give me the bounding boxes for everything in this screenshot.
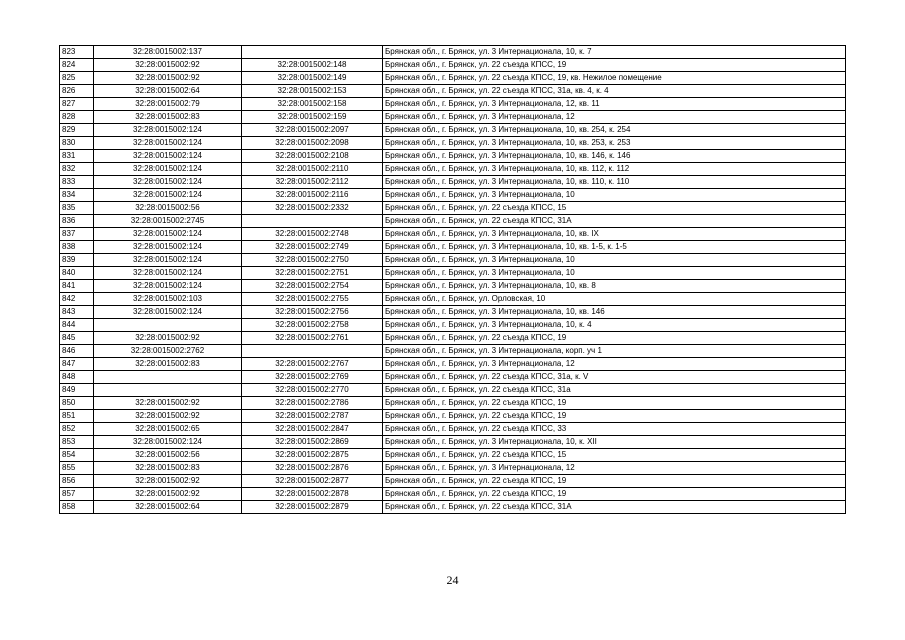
cadastral-number-object: 32:28:0015002:2875 xyxy=(242,449,383,462)
row-number: 827 xyxy=(60,98,94,111)
address: Брянская обл., г. Брянск, ул. 22 съезда КПСС, 19 xyxy=(383,475,846,488)
row-number: 830 xyxy=(60,137,94,150)
row-number: 835 xyxy=(60,202,94,215)
cadastral-number-parcel: 32:28:0015002:124 xyxy=(94,280,242,293)
table-row xyxy=(60,202,846,215)
cadastral-number-object: 32:28:0015002:2767 xyxy=(242,358,383,371)
table-row xyxy=(60,449,846,462)
address: Брянская обл., г. Брянск, ул. 22 съезда КПСС, 19 xyxy=(383,59,846,72)
table-row xyxy=(60,267,846,280)
table-row xyxy=(60,345,846,358)
cadastral-number-parcel xyxy=(94,319,242,332)
address: Брянская обл., г. Брянск, ул. Орловская, 10 xyxy=(383,293,846,306)
table-row xyxy=(60,332,846,345)
cadastral-number-parcel: 32:28:0015002:83 xyxy=(94,111,242,124)
row-number: 823 xyxy=(60,46,94,59)
cadastral-number-parcel: 32:28:0015002:124 xyxy=(94,254,242,267)
address: Брянская обл., г. Брянск, ул. 3 Интернационала, 12 xyxy=(383,358,846,371)
cadastral-number-parcel: 32:28:0015002:124 xyxy=(94,241,242,254)
cadastral-number-parcel: 32:28:0015002:65 xyxy=(94,423,242,436)
address: Брянская обл., г. Брянск, ул. 22 съезда КПСС, 31а xyxy=(383,384,846,397)
address: Брянская обл., г. Брянск, ул. 3 Интернационала, 10 xyxy=(383,254,846,267)
cadastral-number-parcel: 32:28:0015002:2745 xyxy=(94,215,242,228)
cadastral-number-parcel: 32:28:0015002:83 xyxy=(94,462,242,475)
cadastral-number-object: 32:28:0015002:2756 xyxy=(242,306,383,319)
address: Брянская обл., г. Брянск, ул. 3 Интернационала, 10, кв. 253, к. 253 xyxy=(383,137,846,150)
table-row xyxy=(60,228,846,241)
table-row xyxy=(60,241,846,254)
address: Брянская обл., г. Брянск, ул. 3 Интернационала, 10, к. XII xyxy=(383,436,846,449)
row-number: 855 xyxy=(60,462,94,475)
table-row xyxy=(60,215,846,228)
cadastral-number-parcel: 32:28:0015002:2762 xyxy=(94,345,242,358)
cadastral-number-object: 32:28:0015002:158 xyxy=(242,98,383,111)
address: Брянская обл., г. Брянск, ул. 3 Интернационала, 10 xyxy=(383,267,846,280)
cadastral-number-object xyxy=(242,215,383,228)
cadastral-number-object: 32:28:0015002:2787 xyxy=(242,410,383,423)
page-number: 24 xyxy=(446,573,459,587)
cadastral-number-parcel: 32:28:0015002:92 xyxy=(94,475,242,488)
address: Брянская обл., г. Брянск, ул. 22 съезда КПСС, 15 xyxy=(383,449,846,462)
cadastral-number-object: 32:28:0015002:2878 xyxy=(242,488,383,501)
address: Брянская обл., г. Брянск, ул. 3 Интернационала, 10 xyxy=(383,189,846,202)
cadastral-number-object: 32:28:0015002:153 xyxy=(242,85,383,98)
cadastral-number-object: 32:28:0015002:2110 xyxy=(242,163,383,176)
row-number: 836 xyxy=(60,215,94,228)
cadastral-number-parcel: 32:28:0015002:124 xyxy=(94,163,242,176)
address: Брянская обл., г. Брянск, ул. 22 съезда КПСС, 19, кв. Нежилое помещение xyxy=(383,72,846,85)
table-row xyxy=(60,72,846,85)
row-number: 839 xyxy=(60,254,94,267)
row-number: 842 xyxy=(60,293,94,306)
row-number: 826 xyxy=(60,85,94,98)
table-row xyxy=(60,293,846,306)
cadastral-number-object: 32:28:0015002:2770 xyxy=(242,384,383,397)
address: Брянская обл., г. Брянск, ул. 22 съезда КПСС, 31А xyxy=(383,501,846,514)
cadastral-number-parcel: 32:28:0015002:124 xyxy=(94,189,242,202)
table-row xyxy=(60,436,846,449)
cadastral-number-object: 32:28:0015002:148 xyxy=(242,59,383,72)
row-number: 832 xyxy=(60,163,94,176)
table-row xyxy=(60,280,846,293)
table-row xyxy=(60,358,846,371)
row-number: 824 xyxy=(60,59,94,72)
cadastral-number-parcel: 32:28:0015002:92 xyxy=(94,332,242,345)
row-number: 853 xyxy=(60,436,94,449)
table-row xyxy=(60,176,846,189)
cadastral-number-object xyxy=(242,345,383,358)
cadastral-number-parcel: 32:28:0015002:124 xyxy=(94,137,242,150)
table-row xyxy=(60,501,846,514)
cadastral-number-object: 32:28:0015002:2751 xyxy=(242,267,383,280)
cadastral-number-object: 32:28:0015002:2750 xyxy=(242,254,383,267)
row-number: 829 xyxy=(60,124,94,137)
address: Брянская обл., г. Брянск, ул. 22 съезда КПСС, 19 xyxy=(383,410,846,423)
address: Брянская обл., г. Брянск, ул. 3 Интернационала, 12 xyxy=(383,462,846,475)
table-row xyxy=(60,462,846,475)
row-number: 840 xyxy=(60,267,94,280)
table-row xyxy=(60,111,846,124)
table-row xyxy=(60,488,846,501)
row-number: 843 xyxy=(60,306,94,319)
address: Брянская обл., г. Брянск, ул. 22 съезда КПСС, 31А xyxy=(383,215,846,228)
address: Брянская обл., г. Брянск, ул. 3 Интернационала, 10, кв. 146, к. 146 xyxy=(383,150,846,163)
cadastral-number-parcel: 32:28:0015002:56 xyxy=(94,449,242,462)
cadastral-number-object: 32:28:0015002:2112 xyxy=(242,176,383,189)
row-number: 849 xyxy=(60,384,94,397)
table-row xyxy=(60,163,846,176)
table-row xyxy=(60,150,846,163)
cadastral-number-parcel: 32:28:0015002:124 xyxy=(94,228,242,241)
row-number: 848 xyxy=(60,371,94,384)
address: Брянская обл., г. Брянск, ул. 3 Интернационала, 10, кв. 112, к. 112 xyxy=(383,163,846,176)
table-row xyxy=(60,98,846,111)
table-row xyxy=(60,46,846,59)
cadastral-number-object: 32:28:0015002:2754 xyxy=(242,280,383,293)
row-number: 838 xyxy=(60,241,94,254)
address: Брянская обл., г. Брянск, ул. 22 съезда КПСС, 19 xyxy=(383,488,846,501)
cadastral-number-parcel: 32:28:0015002:124 xyxy=(94,176,242,189)
cadastral-number-object: 32:28:0015002:2879 xyxy=(242,501,383,514)
address: Брянская обл., г. Брянск, ул. 3 Интернационала, 10, кв. 8 xyxy=(383,280,846,293)
address: Брянская обл., г. Брянск, ул. 22 съезда КПСС, 15 xyxy=(383,202,846,215)
row-number: 834 xyxy=(60,189,94,202)
cadastral-number-object: 32:28:0015002:2755 xyxy=(242,293,383,306)
row-number: 845 xyxy=(60,332,94,345)
cadastral-number-object: 32:28:0015002:2877 xyxy=(242,475,383,488)
table-row xyxy=(60,319,846,332)
cadastral-number-object: 32:28:0015002:2869 xyxy=(242,436,383,449)
address: Брянская обл., г. Брянск, ул. 3 Интернационала, 10, к. 4 xyxy=(383,319,846,332)
row-number: 856 xyxy=(60,475,94,488)
cadastral-number-object: 32:28:0015002:2786 xyxy=(242,397,383,410)
row-number: 841 xyxy=(60,280,94,293)
cadastral-number-object: 32:28:0015002:2748 xyxy=(242,228,383,241)
cadastral-number-object: 32:28:0015002:2769 xyxy=(242,371,383,384)
table-row xyxy=(60,475,846,488)
table-row xyxy=(60,254,846,267)
cadastral-number-parcel xyxy=(94,384,242,397)
row-number: 831 xyxy=(60,150,94,163)
cadastral-number-object: 32:28:0015002:2847 xyxy=(242,423,383,436)
cadastral-number-parcel: 32:28:0015002:92 xyxy=(94,59,242,72)
table-body xyxy=(60,46,846,514)
cadastral-number-parcel: 32:28:0015002:124 xyxy=(94,436,242,449)
table-row xyxy=(60,189,846,202)
cadastral-number-parcel: 32:28:0015002:79 xyxy=(94,98,242,111)
cadastral-number-object: 32:28:0015002:159 xyxy=(242,111,383,124)
address: Брянская обл., г. Брянск, ул. 22 съезда КПСС, 19 xyxy=(383,332,846,345)
address: Брянская обл., г. Брянск, ул. 22 съезда КПСС, 33 xyxy=(383,423,846,436)
row-number: 847 xyxy=(60,358,94,371)
address: Брянская обл., г. Брянск, ул. 3 Интернационала, 10, к. 7 xyxy=(383,46,846,59)
cadastral-number-parcel: 32:28:0015002:64 xyxy=(94,85,242,98)
cadastral-number-parcel: 32:28:0015002:64 xyxy=(94,501,242,514)
row-number: 858 xyxy=(60,501,94,514)
cadastral-number-object: 32:28:0015002:2332 xyxy=(242,202,383,215)
cadastral-number-object: 32:28:0015002:2758 xyxy=(242,319,383,332)
row-number: 828 xyxy=(60,111,94,124)
cadastral-number-parcel: 32:28:0015002:92 xyxy=(94,488,242,501)
address: Брянская обл., г. Брянск, ул. 22 съезда КПСС, 31а, к. V xyxy=(383,371,846,384)
table-row xyxy=(60,384,846,397)
address: Брянская обл., г. Брянск, ул. 3 Интернационала, 10, кв. 1-5, к. 1-5 xyxy=(383,241,846,254)
row-number: 850 xyxy=(60,397,94,410)
table-row xyxy=(60,306,846,319)
cadastral-number-parcel: 32:28:0015002:124 xyxy=(94,306,242,319)
row-number: 851 xyxy=(60,410,94,423)
address: Брянская обл., г. Брянск, ул. 3 Интернационала, 10, кв. 254, к. 254 xyxy=(383,124,846,137)
row-number: 846 xyxy=(60,345,94,358)
cadastral-number-object: 32:28:0015002:2749 xyxy=(242,241,383,254)
cadastral-number-parcel: 32:28:0015002:92 xyxy=(94,72,242,85)
table-row xyxy=(60,59,846,72)
row-number: 852 xyxy=(60,423,94,436)
cadastral-number-object: 32:28:0015002:149 xyxy=(242,72,383,85)
table-row xyxy=(60,397,846,410)
row-number: 837 xyxy=(60,228,94,241)
cadastral-number-parcel xyxy=(94,371,242,384)
cadastral-number-object: 32:28:0015002:2097 xyxy=(242,124,383,137)
address: Брянская обл., г. Брянск, ул. 3 Интернационала, 10, кв. 110, к. 110 xyxy=(383,176,846,189)
cadastral-number-parcel: 32:28:0015002:124 xyxy=(94,150,242,163)
table-row xyxy=(60,410,846,423)
cadastral-number-object xyxy=(242,46,383,59)
cadastral-number-parcel: 32:28:0015002:56 xyxy=(94,202,242,215)
cadastral-number-object: 32:28:0015002:2098 xyxy=(242,137,383,150)
row-number: 854 xyxy=(60,449,94,462)
row-number: 833 xyxy=(60,176,94,189)
cadastral-number-object: 32:28:0015002:2116 xyxy=(242,189,383,202)
cadastral-number-object: 32:28:0015002:2761 xyxy=(242,332,383,345)
address: Брянская обл., г. Брянск, ул. 3 Интернационала, 12 xyxy=(383,111,846,124)
cadastral-number-object: 32:28:0015002:2876 xyxy=(242,462,383,475)
address: Брянская обл., г. Брянск, ул. 3 Интернационала, 10, кв. IX xyxy=(383,228,846,241)
cadastral-number-parcel: 32:28:0015002:124 xyxy=(94,124,242,137)
cadastral-number-parcel: 32:28:0015002:92 xyxy=(94,397,242,410)
row-number: 825 xyxy=(60,72,94,85)
cadastral-number-parcel: 32:28:0015002:124 xyxy=(94,267,242,280)
cadastral-number-parcel: 32:28:0015002:137 xyxy=(94,46,242,59)
address: Брянская обл., г. Брянск, ул. 22 съезда КПСС, 31а, кв. 4, к. 4 xyxy=(383,85,846,98)
address: Брянская обл., г. Брянск, ул. 3 Интернационала, 10, кв. 146 xyxy=(383,306,846,319)
address: Брянская обл., г. Брянск, ул. 3 Интернационала, корп. уч 1 xyxy=(383,345,846,358)
cadastral-number-parcel: 32:28:0015002:103 xyxy=(94,293,242,306)
table-row xyxy=(60,85,846,98)
cadastral-number-parcel: 32:28:0015002:83 xyxy=(94,358,242,371)
cadastral-table xyxy=(59,45,846,514)
table-row xyxy=(60,371,846,384)
row-number: 844 xyxy=(60,319,94,332)
table-row xyxy=(60,423,846,436)
table-row xyxy=(60,137,846,150)
cadastral-number-parcel: 32:28:0015002:92 xyxy=(94,410,242,423)
cadastral-number-object: 32:28:0015002:2108 xyxy=(242,150,383,163)
row-number: 857 xyxy=(60,488,94,501)
address: Брянская обл., г. Брянск, ул. 3 Интернационала, 12, кв. 11 xyxy=(383,98,846,111)
address: Брянская обл., г. Брянск, ул. 22 съезда КПСС, 19 xyxy=(383,397,846,410)
table-row xyxy=(60,124,846,137)
